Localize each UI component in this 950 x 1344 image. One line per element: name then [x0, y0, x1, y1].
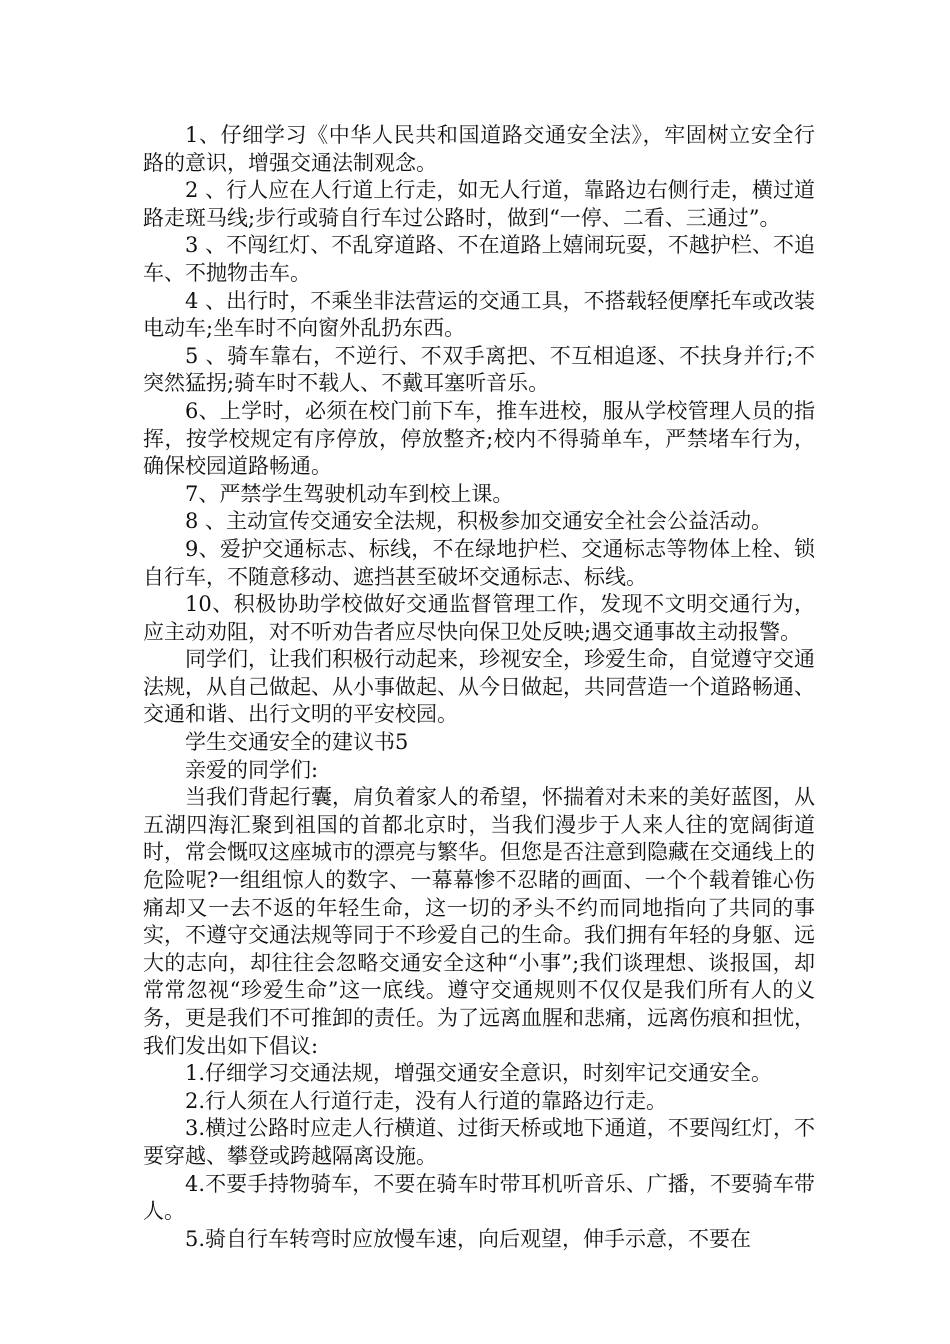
- list-item: 3.横过公路时应走人行横道、过街天桥或地下通道，不要闯红灯，不要穿越、攀登或跨越隔离设施。: [143, 1116, 815, 1168]
- paragraph: 8 、主动宣传交通安全法规，积极参加交通安全社会公益活动。: [185, 509, 773, 534]
- list-item: 5.骑自行车转弯时应放慢车速，向后观望，伸手示意，不要在: [185, 1226, 752, 1251]
- paragraph: 1、仔细学习《中华人民共和国道路交通安全法》，牢固树立安全行路的意识，增强交通法制观念。: [143, 123, 815, 175]
- paragraph: 6、上学时，必须在校门前下车，推车进校，服从学校管理人员的指挥，按学校规定有序停放，停放整齐;校内不得骑单车，严禁堵车行为，确保校园道路畅通。: [143, 398, 815, 479]
- list-item: 1.仔细学习交通法规，增强交通安全意识，时刻牢记交通安全。: [185, 1061, 773, 1086]
- paragraph: 3 、不闯红灯、不乱穿道路、不在道路上嬉闹玩耍，不越护栏、不追车、不抛物击车。: [143, 233, 815, 285]
- list-item: 2.行人须在人行道行走，没有人行道的靠路边行走。: [185, 1088, 668, 1113]
- paragraph: 5 、骑车靠右，不逆行、不双手离把、不互相追逐、不扶身并行;不突然猛拐;骑车时不载人、不戴耳塞听音乐。: [143, 343, 815, 396]
- paragraph: 7、严禁学生驾驶机动车到校上课。: [185, 481, 514, 506]
- paragraph: 4 、出行时，不乘坐非法营运的交通工具，不搭载轻便摩托车或改装电动车;坐车时不向窗外乱扔东西。: [143, 288, 815, 341]
- salutation: 亲爱的同学们:: [185, 757, 319, 782]
- document-body: [143, 122, 815, 1253]
- paragraph: 当我们背起行囊，肩负着家人的希望，怀揣着对未来的美好蓝图，从五湖四海汇聚到祖国的首都北京时，当我们漫步于人来人往的宽阔街道时，常会慨叹这座城市的漂亮与繁华。但您是否注意到隐藏在交通线上的危险呢?一组组惊人的数字、一幕幕惨不忍睹的画面、一个个载着锥心伤痛却又一去不返的年轻生命，这一切的矛头不约而同地指向了共同的事实，不遵守交通法规等同于不珍爱自己的生命。我们拥有年轻的身躯、远大的志向，却往往会忽略交通安全这种“小事”;我们谈理想、谈报国，却常常忽视“珍爱生命”这一底线。遵守交通规则不仅仅是我们所有人的义务，更是我们不可推卸的责任。为了远离血腥和悲痛，远离伤痕和担忧，我们发出如下倡议:: [143, 785, 815, 1058]
- paragraph: 9、爱护交通标志、标线，不在绿地护栏、交通标志等物体上栓、锁自行车，不随意移动、遮挡甚至破坏交通标志、标线。: [143, 536, 815, 589]
- paragraph: 同学们，让我们积极行动起来，珍视安全，珍爱生命，自觉遵守交通法规，从自己做起、从小事做起、从今日做起，共同营造一个道路畅通、交通和谐、出行文明的平安校园。: [143, 647, 815, 727]
- section-title: 学生交通安全的建议书5: [185, 730, 409, 755]
- paragraph: 2 、行人应在人行道上行走，如无人行道，靠路边右侧行走，横过道路走斑马线;步行或骑自行车过公路时，做到“一停、二看、三通过”。: [143, 178, 815, 230]
- list-item: 4.不要手持物骑车，不要在骑车时带耳机听音乐、广播，不要骑车带人。: [143, 1171, 815, 1224]
- paragraph: 10、积极协助学校做好交通监督管理工作，发现不文明交通行为，应主动劝阻，对不听劝告者应尽快向保卫处反映;遇交通事故主动报警。: [143, 592, 815, 644]
